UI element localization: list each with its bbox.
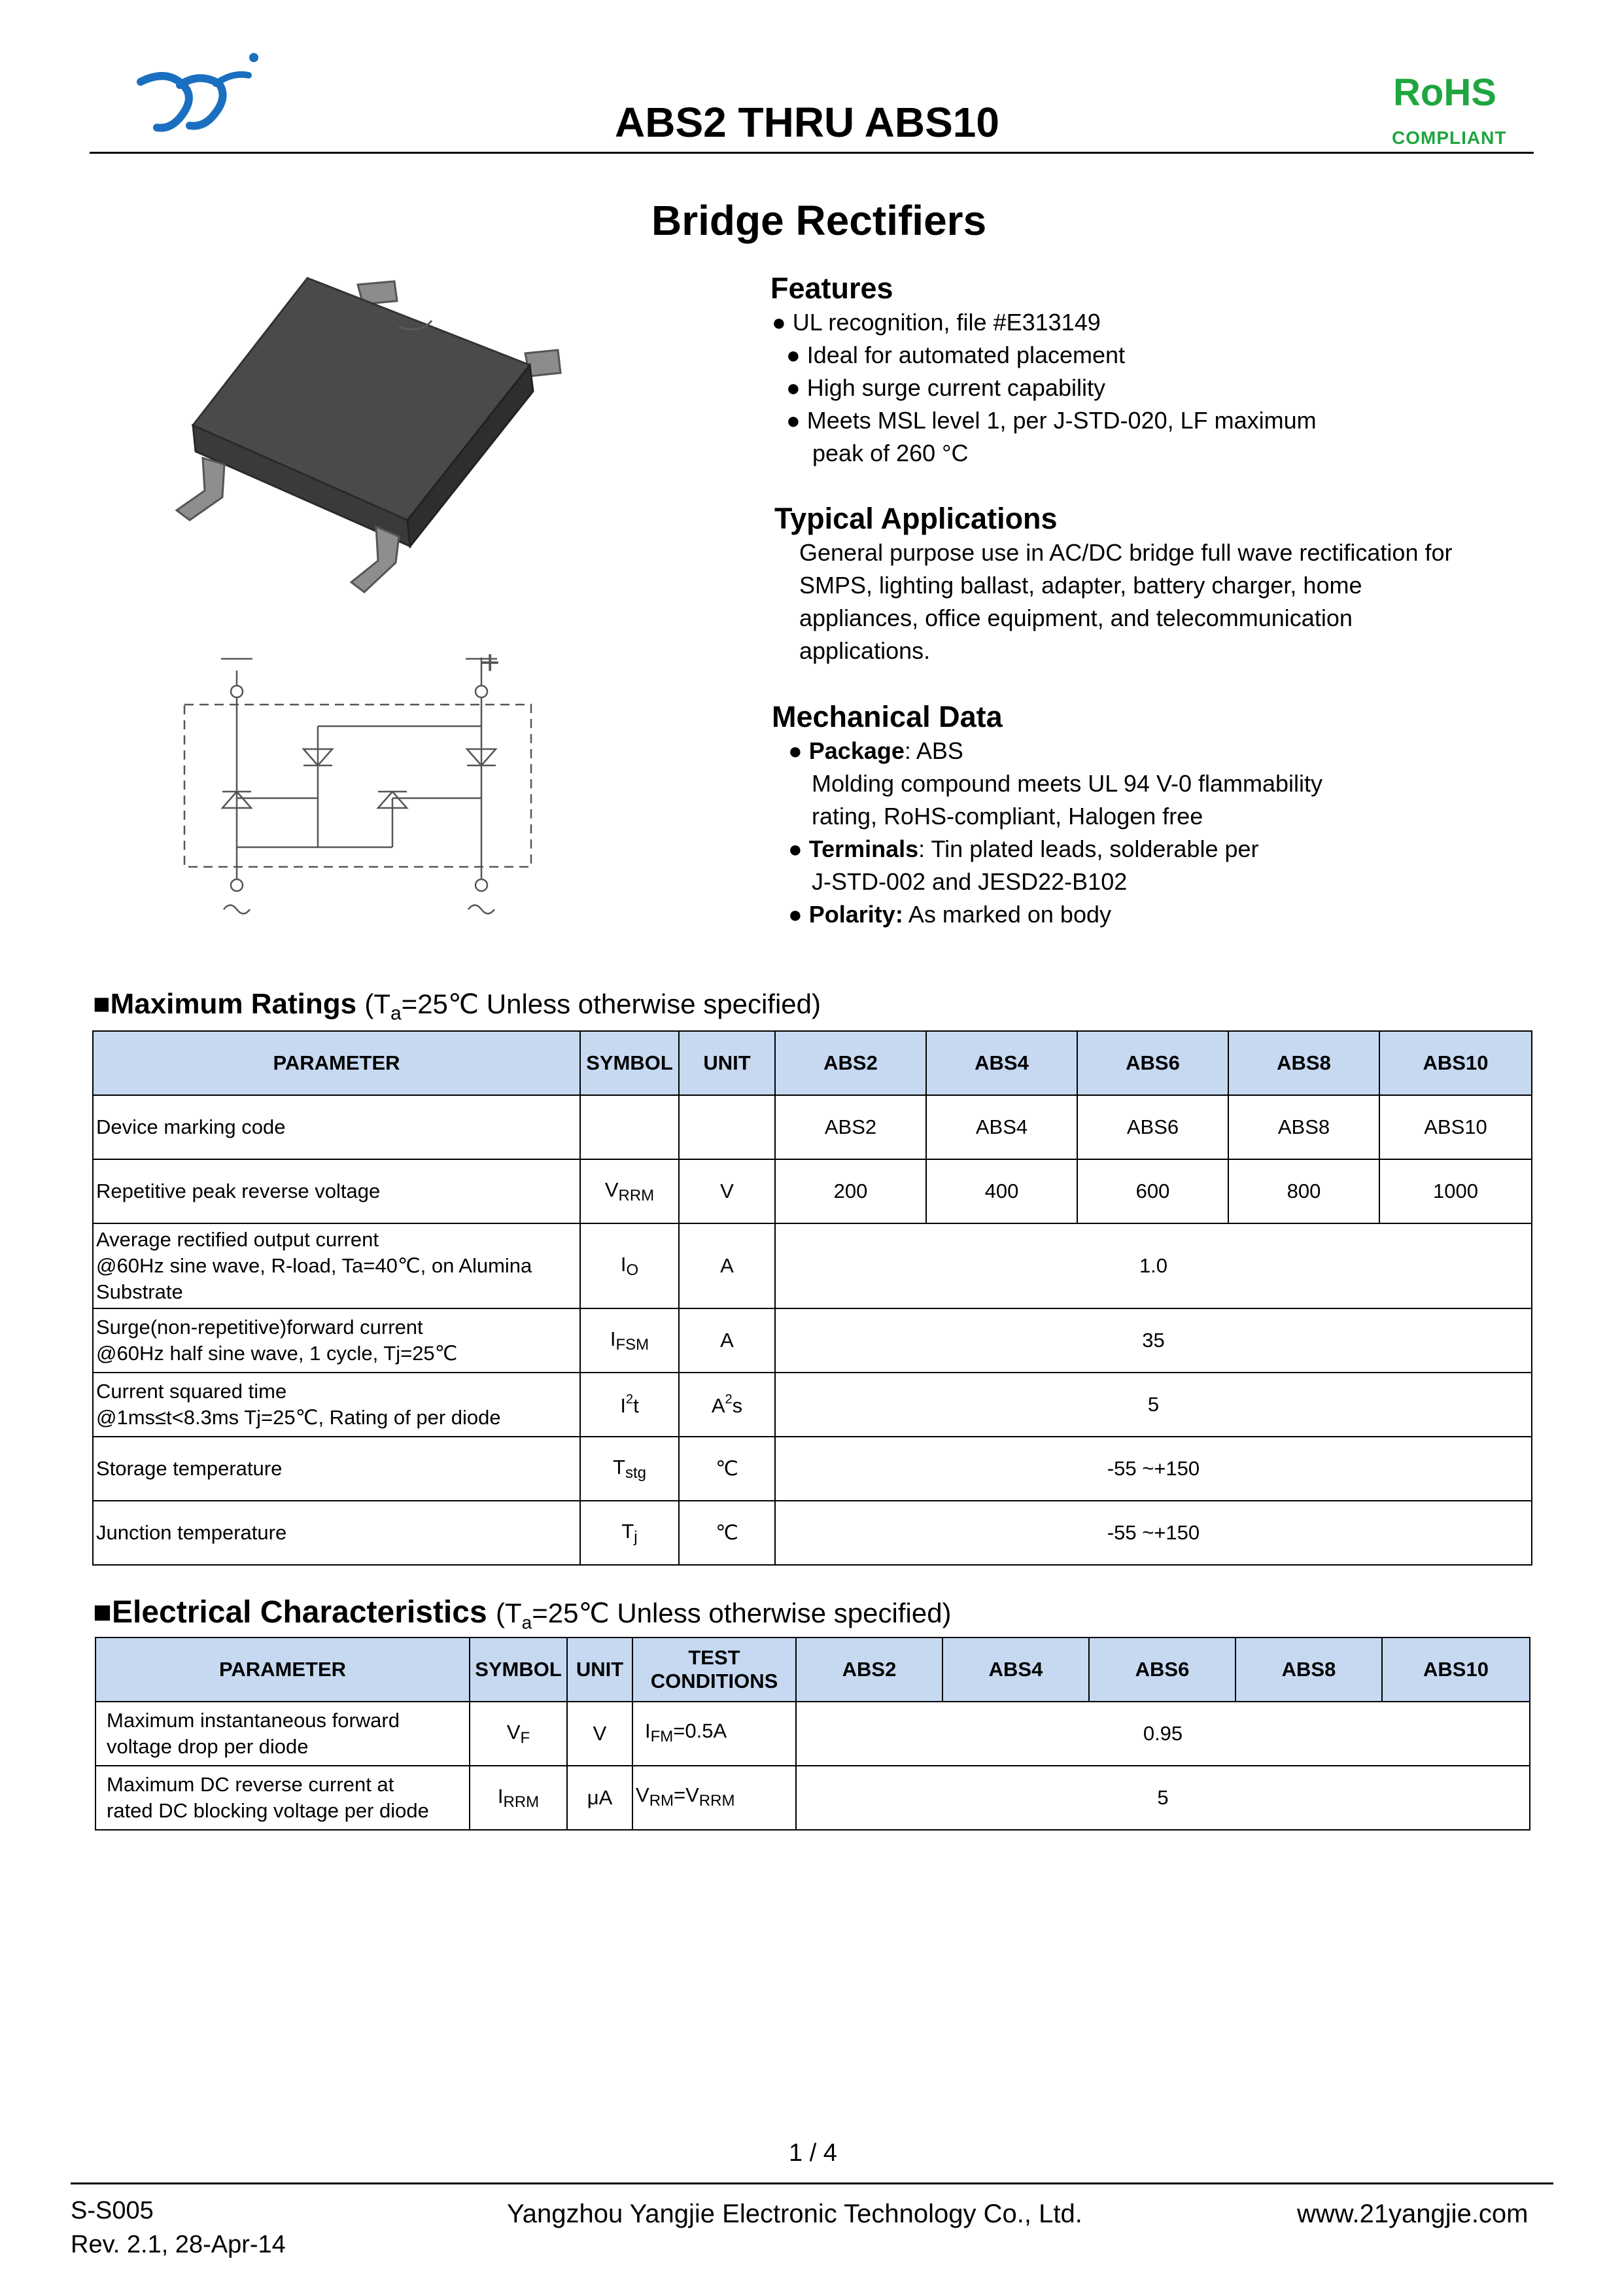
- table-header-row: [95, 1638, 1530, 1702]
- value-cell: 400: [926, 1159, 1077, 1223]
- col-model: ABS6: [1089, 1638, 1235, 1702]
- unit-cell: ℃: [679, 1437, 775, 1501]
- bullet: ●: [788, 737, 803, 764]
- value-cell: -55 ~+150: [775, 1437, 1532, 1501]
- col-model: ABS2: [796, 1638, 942, 1702]
- max-ratings-table: [92, 1030, 1532, 1566]
- package-item: [788, 735, 1322, 767]
- col-model: ABS10: [1382, 1638, 1530, 1702]
- company-name: Yangzhou Yangjie Electronic Technology Co., Ltd.: [507, 2199, 1082, 2228]
- unit-cell: A: [679, 1223, 775, 1308]
- symbol-cell: $T_{stg}$: [580, 1437, 679, 1501]
- bridge-schematic: [177, 644, 543, 926]
- applications-line: appliances, office equipment, and telecommunication: [799, 604, 1353, 631]
- unit-cell: ℃: [679, 1501, 775, 1565]
- param-cell: Average rectified output current @60Hz sine wave, R-load, Ta=40℃, on Alumina Substrate: [93, 1223, 580, 1308]
- param-cell: Current squared time @1ms≤t<8.3ms Tj=25℃, Rating of per diode: [93, 1373, 580, 1437]
- value-cell: 800: [1228, 1159, 1379, 1223]
- col-unit: UNIT: [567, 1638, 632, 1702]
- col-parameter: PARAMETER: [95, 1638, 470, 1702]
- symbol-cell: $I_{RRM}$: [470, 1766, 567, 1830]
- col-unit: UNIT: [679, 1031, 775, 1095]
- applications-line: SMPS, lighting ballast, adapter, battery charger, home: [799, 572, 1362, 599]
- value-cell: 200: [775, 1159, 926, 1223]
- value-cell: 5: [775, 1373, 1532, 1437]
- feature-item: ● UL recognition, file #E313149: [772, 309, 1101, 336]
- value-cell: 0.95: [796, 1702, 1530, 1766]
- page-number: 1 / 4: [789, 2139, 837, 2167]
- feature-item: ● Ideal for automated placement: [786, 342, 1126, 368]
- company-logo: [134, 46, 265, 137]
- table-row: [93, 1373, 1532, 1437]
- feature-item: peak of 260 °C: [812, 440, 969, 466]
- polarity-item: [788, 898, 1322, 931]
- electrical-heading: ■Electrical Characteristics ($T_a=25℃$ Unless otherwise specified): [93, 1595, 952, 1633]
- unit-cell: $A^2s$: [679, 1373, 775, 1437]
- electrical-table: [95, 1637, 1530, 1831]
- col-model: ABS2: [775, 1031, 926, 1095]
- applications-line: General purpose use in AC/DC bridge full wave rectification for: [799, 539, 1453, 566]
- col-model: ABS8: [1235, 1638, 1382, 1702]
- symbol-cell: [580, 1095, 679, 1159]
- test-condition-cell: $V_{RM}=V_{RRM}$: [632, 1766, 796, 1830]
- value-cell: 1.0: [775, 1223, 1532, 1308]
- value-cell: ABS2: [775, 1095, 926, 1159]
- unit-cell: [679, 1095, 775, 1159]
- max-ratings-heading: ■Maximum Ratings ($T_a=25℃$ Unless otherwise specified): [93, 988, 821, 1025]
- terminals-item: [788, 833, 1322, 866]
- value-cell: ABS4: [926, 1095, 1077, 1159]
- param-cell: Surge(non-repetitive)forward current @60Hz half sine wave, 1 cycle, Tj=25℃: [93, 1308, 580, 1373]
- unit-cell: V: [567, 1702, 632, 1766]
- value-cell: -55 ~+150: [775, 1501, 1532, 1565]
- symbol-cell: $V_F$: [470, 1702, 567, 1766]
- website: www.21yangjie.com: [1297, 2199, 1529, 2228]
- param-cell: Device marking code: [93, 1095, 580, 1159]
- features-heading: Features: [770, 272, 893, 305]
- package-detail: Molding compound meets UL 94 V-0 flammability: [812, 770, 1323, 797]
- table-row: [93, 1223, 1532, 1308]
- applications-heading: Typical Applications: [774, 502, 1058, 535]
- value-cell: ABS8: [1228, 1095, 1379, 1159]
- value-cell: ABS10: [1379, 1095, 1532, 1159]
- schematic-plus-label: +: [480, 644, 500, 682]
- col-model: ABS6: [1077, 1031, 1228, 1095]
- package-label: Package: [808, 737, 905, 764]
- col-parameter: PARAMETER: [93, 1031, 580, 1095]
- feature-item: ● High surge current capability: [786, 374, 1105, 401]
- unit-cell: μA: [567, 1766, 632, 1830]
- value-cell: 1000: [1379, 1159, 1532, 1223]
- symbol-cell: $I_{FSM}$: [580, 1308, 679, 1373]
- revision: Rev. 2.1, 28-Apr-14: [71, 2231, 286, 2258]
- table-row: [93, 1308, 1532, 1373]
- value-cell: ABS6: [1077, 1095, 1228, 1159]
- table-header-row: [93, 1031, 1532, 1095]
- symbol-cell: $T_j$: [580, 1501, 679, 1565]
- features-list: [772, 306, 1317, 470]
- table-row: [93, 1095, 1532, 1159]
- col-symbol: SYMBOL: [470, 1638, 567, 1702]
- header-rule: [90, 152, 1534, 154]
- product-title: Bridge Rectifiers: [651, 197, 987, 244]
- col-model: ABS4: [926, 1031, 1077, 1095]
- symbol-cell: $I_O$: [580, 1223, 679, 1308]
- table-row: [93, 1159, 1532, 1223]
- param-cell: Maximum instantaneous forward voltage drop per diode: [95, 1702, 470, 1766]
- col-test-conditions: TEST CONDITIONS: [632, 1638, 796, 1702]
- polarity-label: Polarity:: [808, 901, 903, 928]
- col-model: ABS10: [1379, 1031, 1532, 1095]
- applications-text: [799, 536, 1453, 667]
- applications-line: applications.: [799, 637, 931, 664]
- polarity-value: As marked on body: [903, 901, 1111, 928]
- col-symbol: SYMBOL: [580, 1031, 679, 1095]
- bullet: ●: [788, 835, 803, 862]
- mechanical-heading: Mechanical Data: [772, 700, 1003, 733]
- table-row: [95, 1766, 1530, 1830]
- param-cell: Storage temperature: [93, 1437, 580, 1501]
- unit-cell: V: [679, 1159, 775, 1223]
- symbol-cell: $V_{RRM}$: [580, 1159, 679, 1223]
- bullet: ●: [788, 901, 803, 928]
- value-cell: 5: [796, 1766, 1530, 1830]
- table-row: [93, 1437, 1532, 1501]
- document-title: ABS2 THRU ABS10: [615, 99, 999, 146]
- param-cell: Junction temperature: [93, 1501, 580, 1565]
- table-row: [95, 1702, 1530, 1766]
- unit-cell: A: [679, 1308, 775, 1373]
- col-model: ABS8: [1228, 1031, 1379, 1095]
- terminals-detail: J-STD-002 and JESD22-B102: [812, 868, 1128, 895]
- package-detail: rating, RoHS-compliant, Halogen free: [812, 803, 1203, 830]
- value-cell: 600: [1077, 1159, 1228, 1223]
- package-value: : ABS: [904, 737, 963, 764]
- mechanical-list: [788, 735, 1322, 931]
- feature-item: ● Meets MSL level 1, per J-STD-020, LF maximum: [786, 407, 1317, 434]
- doc-id: S-S005: [71, 2197, 154, 2224]
- terminals-label: Terminals: [808, 835, 919, 862]
- symbol-cell: $I^2t$: [580, 1373, 679, 1437]
- terminals-value: : Tin plated leads, solderable per: [918, 835, 1259, 862]
- test-condition-cell: $I_{FM}=0.5A$: [632, 1702, 796, 1766]
- footer-rule: [71, 2182, 1553, 2184]
- rohs-logo: RoHS: [1393, 71, 1496, 114]
- param-cell: Maximum DC reverse current at rated DC blocking voltage per diode: [95, 1766, 470, 1830]
- value-cell: 35: [775, 1308, 1532, 1373]
- package-image: [173, 268, 566, 608]
- rohs-compliant-text: COMPLIANT: [1392, 128, 1507, 148]
- col-model: ABS4: [942, 1638, 1089, 1702]
- table-row: [93, 1501, 1532, 1565]
- param-cell: Repetitive peak reverse voltage: [93, 1159, 580, 1223]
